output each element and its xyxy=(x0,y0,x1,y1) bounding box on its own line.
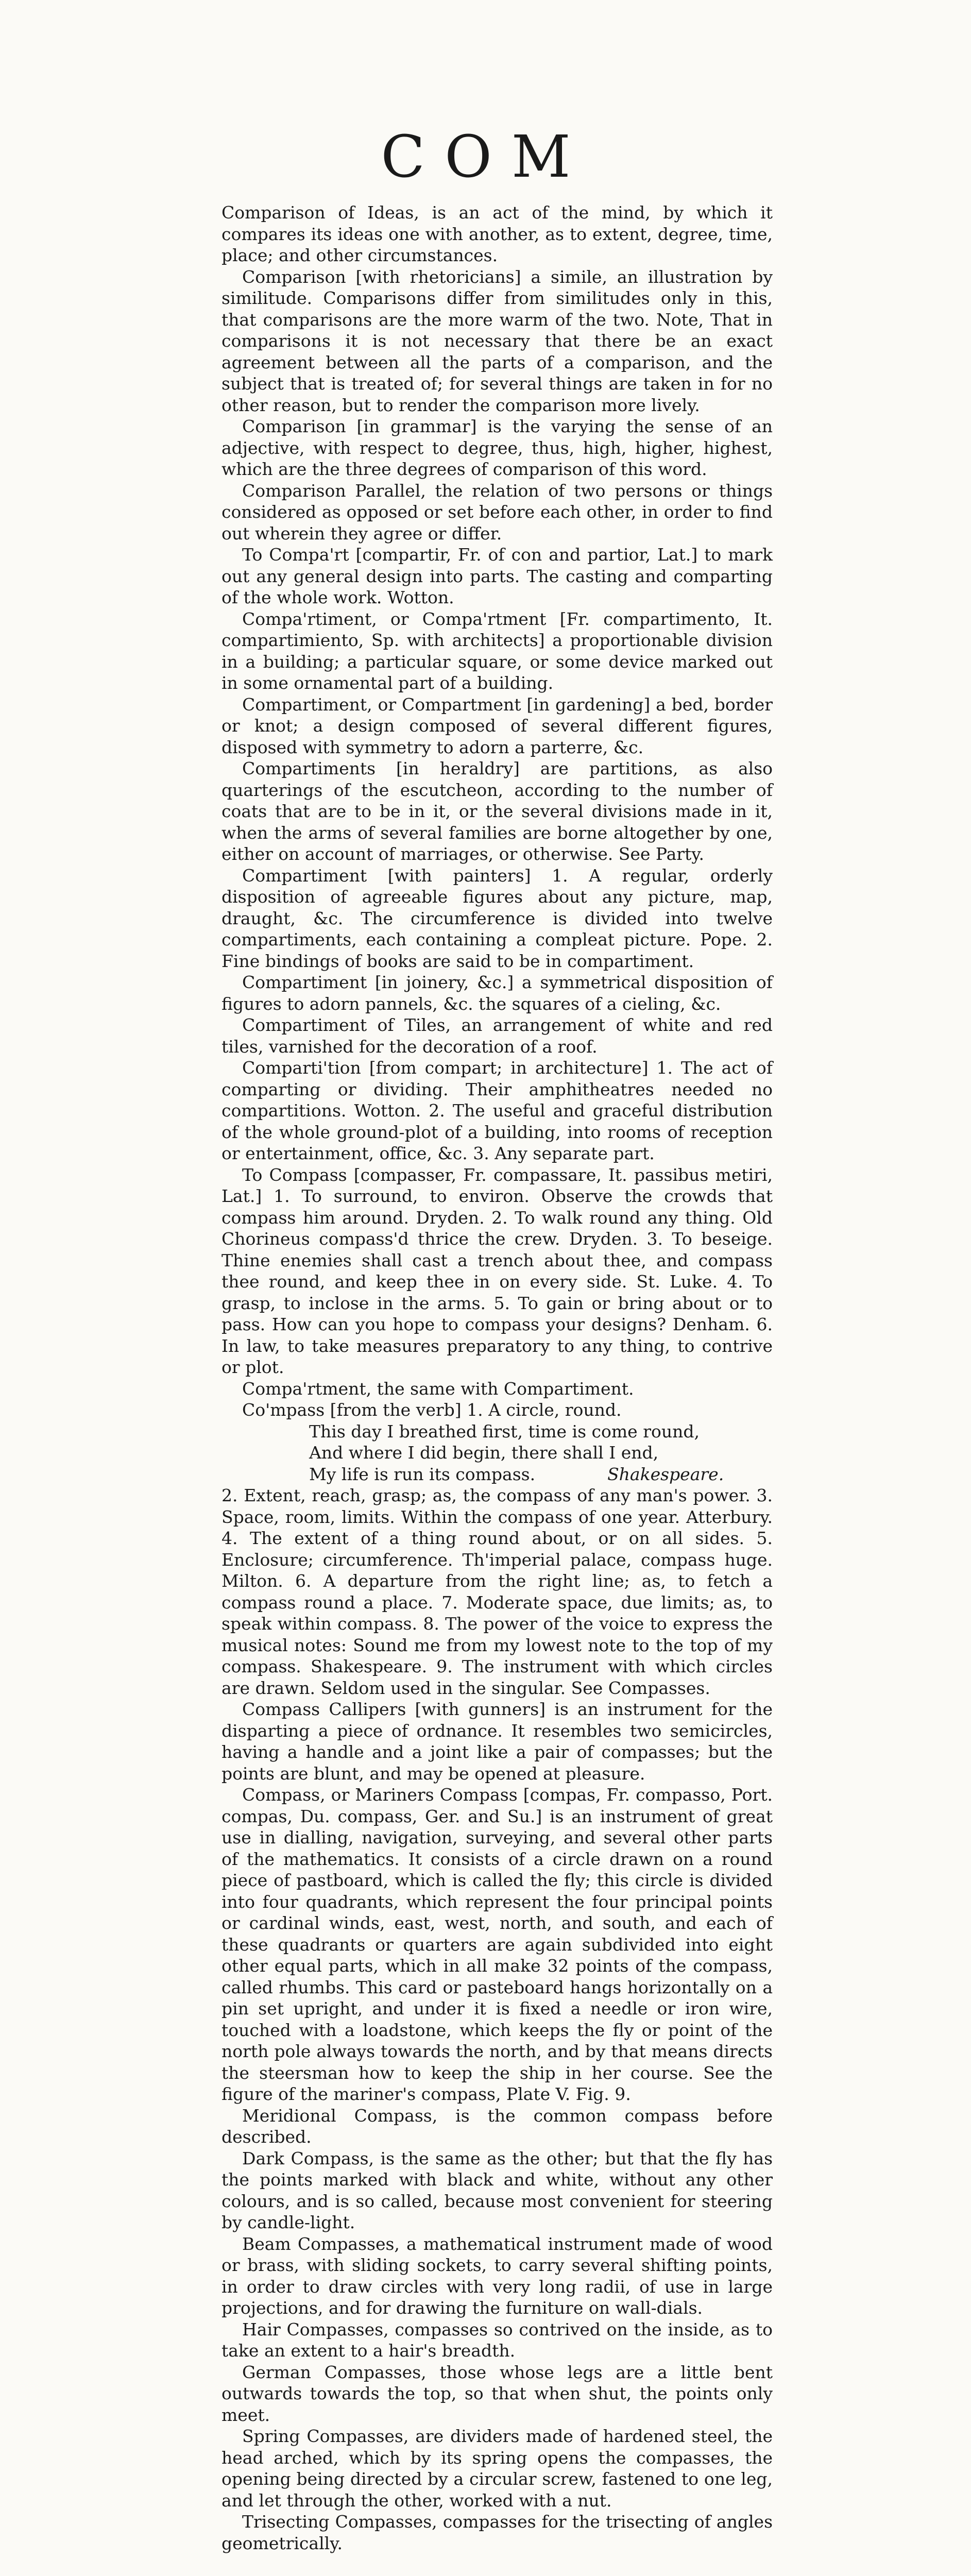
entry-compass-callipers: Compass Callipers [with gunners] is an instrument for the disparting a piece of ordnance. It resembles two semicircles, having a handle and a joint like a pair of compasses; but the points are blunt, and may be opened at pleasure. xyxy=(222,1699,773,1784)
entry-compartiment: Compa'rtiment, or Compa'rtment [Fr. compartimento, It. compartimiento, Sp. with architects] a proportionable division in a building; a particular square, or some device marked out in some ornamental part of a building. xyxy=(222,608,773,693)
entry-german-compasses: German Compasses, those whose legs are a little bent outwards towards the top, so that when shut, the points only meet. xyxy=(222,2362,773,2425)
entry-hair-compasses: Hair Compasses, compasses so contrived on the inside, as to take an extent to a hair's breadth. xyxy=(222,2319,773,2361)
verse-line: And where I did begin, there shall I end, xyxy=(309,1443,659,1463)
verse-source: Shakespeare. xyxy=(607,1464,724,1484)
entry-compartiments-heraldry: Compartiments [in heraldry] are partitions, as also quarterings of the escutcheon, according to the number of coats that are to be in it, or the several divisions made in it, when the arms of several families are borne altogether by one, either on account of marriages, or otherwise. See Party. xyxy=(222,758,773,864)
entry-compartition: Comparti'tion [from compart; in architecture] 1. The act of comparting or dividing. Their amphitheatres needed no compartitions. Wotton. 2. The useful and graceful distribution of the whole ground-plot of a building, into rooms of reception or entertainment, office, &c. 3. Any separate part. xyxy=(222,1058,773,1163)
entry-compartiment-joinery: Compartiment [in joinery, &c.] a symmetrical disposition of figures to adorn pannels, &c. the squares of a cieling, &c. xyxy=(222,972,773,1014)
entries-column xyxy=(222,202,773,2554)
entry-compass-noun: Co'mpass [from the verb] 1. A circle, round. xyxy=(242,1400,622,1420)
entry-dark-compass: Dark Compass, is the same as the other; but that the fly has the points marked with black and white, without any other colours, and is so called, because most convenient for steering by candle-light. xyxy=(222,2148,773,2232)
entry-compartiment-gardening: Compartiment, or Compartment [in gardening] a bed, border or knot; a design composed of several different figures, disposed with symmetry to adorn a parterre, &c. xyxy=(222,694,773,757)
entry-comparison-grammar: Comparison [in grammar] is the varying the sense of an adjective, with respect to degree, thus, high, higher, highest, which are the three degrees of comparison of this word. xyxy=(222,416,773,479)
verse-line: This day I breathed first, time is come round, xyxy=(309,1421,700,1442)
entry-compass-senses: 2. Extent, reach, grasp; as, the compass of any man's power. 3. Space, room, limits. Within the compass of one year. Atterbury. 4. The extent of a thing round about, or on all sides. 5. Enclosure; circumference. Th'imperial palace, compass huge. Milton. 6. A departure from the right line; as, to fetch a compass round a place. 7. Moderate space, due limits; as, to speak within compass. 8. The power of the voice to express the musical notes: Sound me from my lowest note to the top of my compass. Shakespeare. 9. The instrument with which circles are drawn. Seldom used in the singular. See Compasses. xyxy=(222,1485,773,1698)
entry-beam-compasses: Beam Compasses, a mathematical instrument made of wood or brass, with sliding sockets, to carry several shifting points, in order to draw circles with very long radii, of use in large projections, and for drawing the furniture on wall-dials. xyxy=(222,2233,773,2318)
entry-to-compart: To Compa'rt [compartir, Fr. of con and partior, Lat.] to mark out any general design into parts. The casting and comparting of the whole work. Wotton. xyxy=(222,545,773,607)
entry-trisecting-compasses: Trisecting Compasses, compasses for the trisecting of angles geometrically. xyxy=(222,2512,773,2553)
verse-quotation xyxy=(309,1421,773,1485)
verse-line-text: My life is run its compass. xyxy=(309,1464,536,1484)
entry-to-compass: To Compass [compasser, Fr. compassare, It. passibus metiri, Lat.] 1. To surround, to environ. Observe the crowds that compass him around. Dryden. 2. To walk round any thing. Old Chorineus compass'd thrice the crew. Dryden. 3. To beseige. Thine enemies shall cast a trench about thee, and compass thee round, and keep thee in on every side. St. Luke. 4. To grasp, to inclose in the arms. 5. To gain or bring about or to pass. How can you hope to compass your designs? Denham. 6. In law, to take measures preparatory to any thing, to contrive or plot. xyxy=(222,1164,773,1377)
entry-comparison-parallel: Comparison Parallel, the relation of two persons or things considered as opposed or set before each other, in order to find out wherein they agree or differ. xyxy=(222,480,773,544)
entry-comparison-rhetoric: Comparison [with rhetoricians] a simile, an illustration by similitude. Comparisons differ from similitudes only in this, that comparisons are the more warm of the two. Note, That in comparisons it is not necessary that there be an exact agreement between all the parts of a comparison, and the subject that is treated of; for several things are taken in for no other reason, but to render the comparison more lively. xyxy=(222,266,773,415)
verse-line xyxy=(309,1464,773,1485)
entry-compartment: Compa'rtment, the same with Compartiment. xyxy=(242,1378,634,1399)
entry-comparison-ideas: Comparison of Ideas, is an act of the mind, by which it compares its ideas one with another, as to extent, degree, time, place; and other circumstances. xyxy=(222,202,773,265)
entry-spring-compasses: Spring Compasses, are dividers made of hardened steel, the head arched, which by its spring opens the compasses, the opening being directed by a circular screw, fastened to one leg, and let through the other, worked with a nut. xyxy=(222,2426,773,2511)
entry-mariners-compass: Compass, or Mariners Compass [compas, Fr. compasso, Port. compas, Du. compass, Ger. and Su.] is an instrument of great use in dialling, navigation, surveying, and several other parts of the mathematics. It consists of a circle drawn on a round piece of pastboard, which is called the fly; this circle is divided into four quadrants, which represent the four principal points or cardinal winds, east, west, north, and south, and each of these quadrants or quarters are again subdivided into eight other equal parts, which in all make 32 points of the compass, called rhumbs. This card or pasteboard hangs horizontally on a pin set upright, and under it is fixed a needle or iron wire, touched with a loadstone, which keeps the fly or point of the north pole always towards the north, and by that means directs the steersman how to keep the ship in her course. See the figure of the mariner's compass, Plate V. Fig. 9. xyxy=(222,1785,773,2104)
page-headword: COM xyxy=(381,124,590,191)
entry-compartiment-painters: Compartiment [with painters] 1. A regular, orderly disposition of agreeable figures about any picture, map, draught, &c. The circumference is divided into twelve compartiments, each containing a compleat picture. Pope. 2. Fine bindings of books are said to be in compartiment. xyxy=(222,865,773,971)
entry-meridional-compass: Meridional Compass, is the common compass before described. xyxy=(222,2105,773,2147)
entry-compartiment-tiles: Compartiment of Tiles, an arrangement of white and red tiles, varnished for the decoration of a roof. xyxy=(222,1015,773,1057)
